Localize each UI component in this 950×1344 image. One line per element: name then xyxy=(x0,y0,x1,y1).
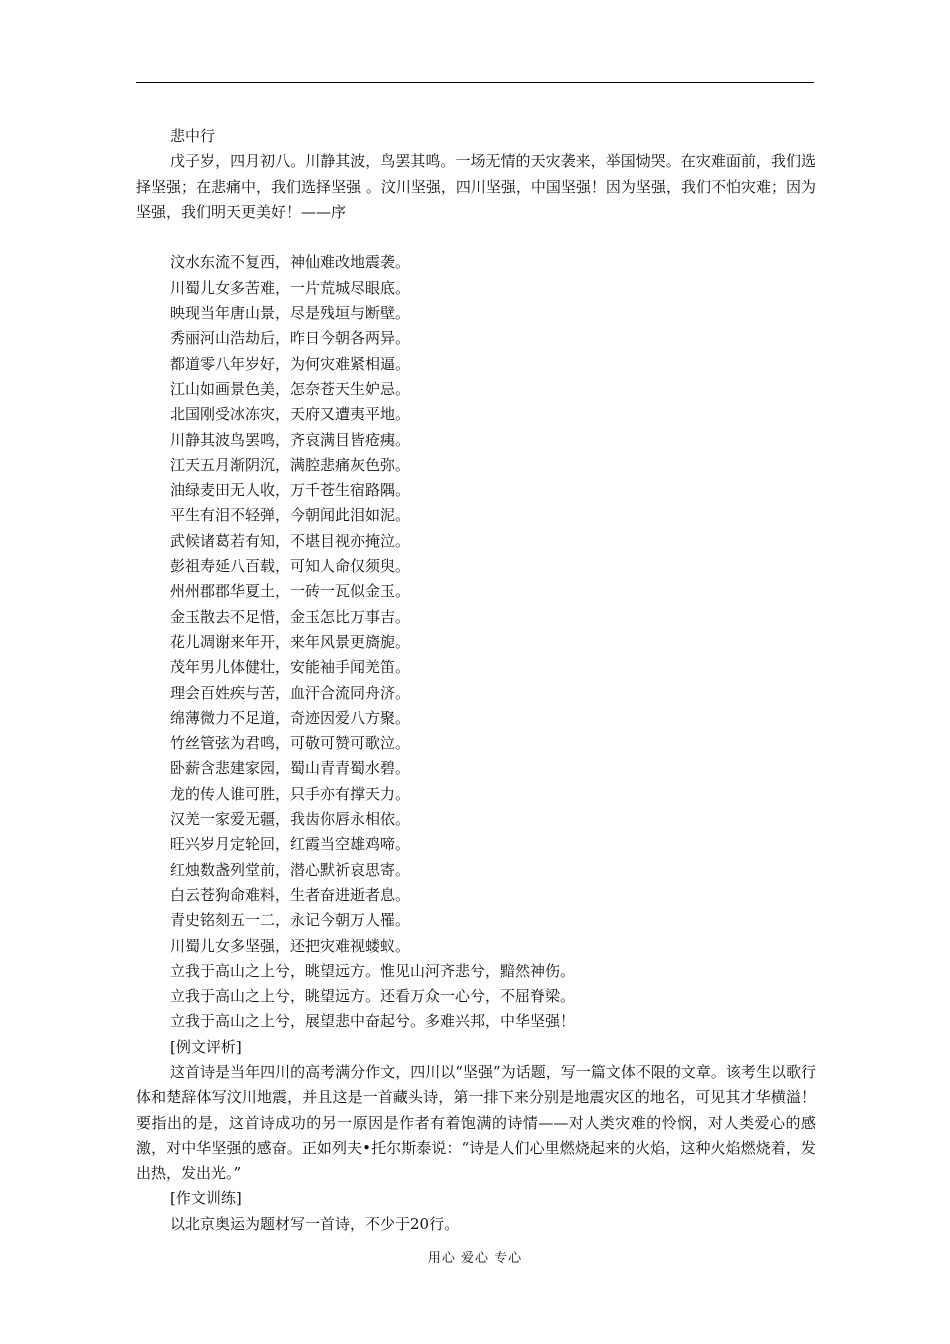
poem-line: 秀丽河山浩劫后，昨日今朝各两异。 xyxy=(170,329,411,348)
poem-line: 汉羌一家爱无疆，我齿你唇永相依。 xyxy=(170,810,411,829)
header-rule xyxy=(136,82,814,83)
poem-line: 红烛数盏列堂前，潜心默祈哀思寄。 xyxy=(170,860,411,879)
poem-line: 旺兴岁月定轮回，红霞当空雄鸡啼。 xyxy=(170,835,411,854)
blank-line xyxy=(136,225,816,250)
poem-line: 武候诸葛若有知，不堪目视亦掩泣。 xyxy=(170,531,411,550)
poem-line: 龙的传人谁可胜，只手亦有撑天力。 xyxy=(170,784,411,803)
poem-line: 卧薪含悲建家园，蜀山青青蜀水碧。 xyxy=(170,759,411,778)
analysis-heading: [例文评析] xyxy=(170,1037,242,1056)
poem-line: 江山如画景色美，怎奈苍天生妒忌。 xyxy=(170,379,411,398)
poem-line: 川蜀儿女多坚强，还把灾难视蝼蚁。 xyxy=(170,936,411,955)
page-footer: 用心 爱心 专心 xyxy=(427,1251,523,1266)
poem-line: 川静其波鸟罢鸣，齐哀满目皆疮痍。 xyxy=(170,430,411,449)
training-heading: [作文训练] xyxy=(170,1189,242,1208)
poem-line: 白云苍狗命难料，生者奋进逝者息。 xyxy=(170,885,411,904)
poem xyxy=(136,250,816,1034)
poem-line: 油绿麦田无人收，万千苍生宿路隅。 xyxy=(170,481,411,500)
poem-line: 茂年男儿体健壮，安能袖手闻羌笛。 xyxy=(170,658,411,677)
poem-line: 州州郡郡华夏土，一砖一瓦似金玉。 xyxy=(170,582,411,601)
poem-line: 绵薄微力不足道，奇迹因爱八方聚。 xyxy=(170,708,411,727)
poem-line: 汶水东流不复西，神仙难改地震袭。 xyxy=(170,253,411,272)
poem-line: 平生有泪不轻弹，今朝闻此泪如泥。 xyxy=(170,506,411,525)
poem-line: 立我于高山之上兮，眺望远方。还看万众一心兮，不屈脊梁。 xyxy=(170,987,576,1006)
poem-line: 江天五月渐阴沉，满腔悲痛灰色弥。 xyxy=(170,455,411,474)
poem-line: 青史铭刻五一二，永记今朝万人罹。 xyxy=(170,911,411,930)
poem-line: 彭祖寿延八百载，可知人命仅须臾。 xyxy=(170,557,411,576)
poem-line: 映现当年唐山景，尽是残垣与断壁。 xyxy=(170,304,411,323)
analysis-paragraph: 这首诗是当年四川的高考满分作文，四川以“坚强”为话题，写一篇文体不限的文章。该考生以歌行体和楚辞体写汶川地震，并且这是一首藏头诗，第一排下来分别是地震灾区的地名，可见其才华横溢！要指出的是，这首诗成功的另一原因是作者有着饱满的诗情——对人类灾难的怜悯，对人类爱心的感激，对中华坚强的感奋。正如列夫•托尔斯泰说：“诗是人们心里燃烧起来的火焰，这种火焰燃烧着，发出热，发出光。” xyxy=(136,1062,816,1183)
poem-line: 花儿凋谢来年开，来年风景更旖旎。 xyxy=(170,632,411,651)
poem-line: 立我于高山之上兮，眺望远方。惟见山河齐悲兮，黯然神伤。 xyxy=(170,961,576,980)
poem-line: 北国刚受冰冻灾，天府又遭夷平地。 xyxy=(170,405,411,424)
poem-line: 都道零八年岁好，为何灾难紧相逼。 xyxy=(170,354,411,373)
preface-paragraph: 戊子岁，四月初八。川静其波，鸟罢其鸣。一场无情的天灾袭来，举国恸哭。在灾难面前，我们选择坚强；在悲痛中，我们选择坚强 。汶川坚强，四川坚强，中国坚强！因为坚强，我们不怕灾难；因为坚强，我们明天更美好！——序 xyxy=(136,152,816,221)
poem-line: 理会百姓疾与苦，血汗合流同舟济。 xyxy=(170,683,411,702)
poem-line: 竹丝管弦为君鸣，可敬可赞可歌泣。 xyxy=(170,734,411,753)
training-paragraph: 以北京奥运为题材写一首诗，不少于20行。 xyxy=(170,1214,460,1233)
poem-line: 川蜀儿女多苦难，一片荒城尽眼底。 xyxy=(170,278,411,297)
document-body xyxy=(136,124,816,1237)
poem-line: 金玉散去不足惜，金玉怎比万事吉。 xyxy=(170,607,411,626)
poem-title: 悲中行 xyxy=(170,127,216,145)
poem-line: 立我于高山之上兮，展望悲中奋起兮。多难兴邦，中华坚强！ xyxy=(170,1012,576,1031)
